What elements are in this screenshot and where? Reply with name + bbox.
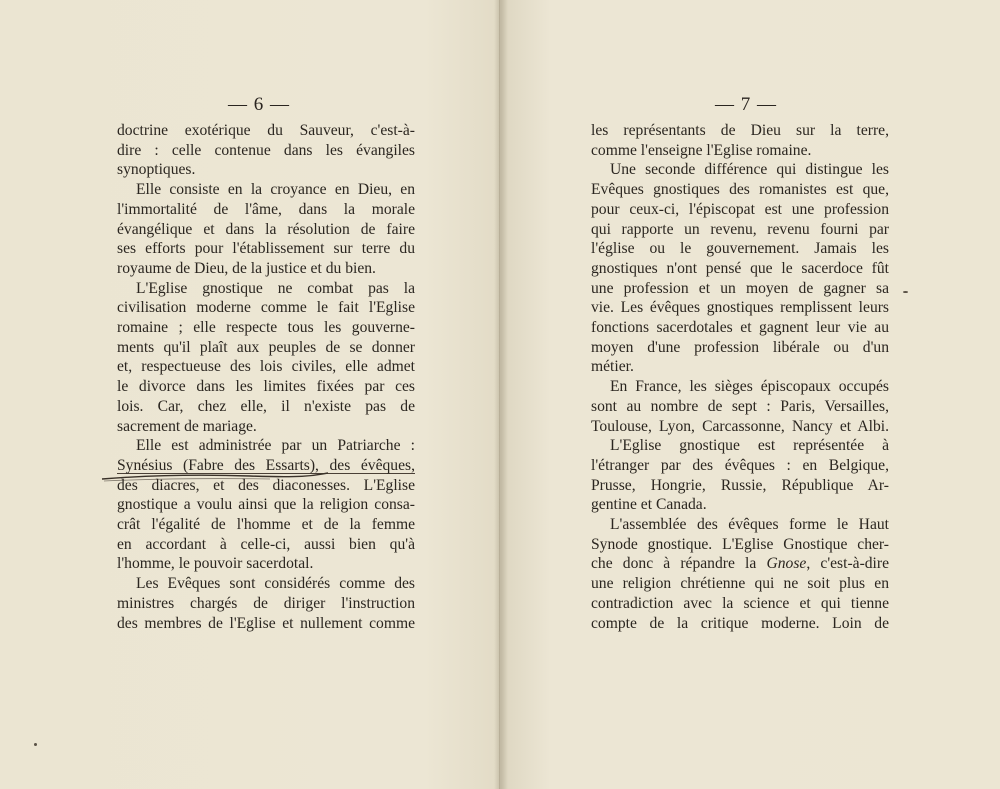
text-line: L'assemblée des évêques forme le Haut [610, 516, 889, 534]
text-line: ministres chargés de diriger l'instruction [117, 594, 415, 612]
text-line: l'étranger par des évêques : en Belgique, [591, 456, 889, 474]
text-line: compte de la critique moderne. Loin de [591, 614, 889, 632]
text-line: une profession et un moyen de gagner sa [591, 279, 889, 297]
text-line: Une seconde différence qui distingue les [610, 161, 889, 179]
text-line: L'Eglise gnostique est représentée à [610, 437, 889, 455]
text-line: romaine ; elle respecte tous les gouverne- [117, 319, 415, 337]
right-page-text [591, 121, 889, 633]
text-fragment: che donc à répandre la [591, 555, 757, 573]
text-line: Evêques gnostiques des romanistes est que, [591, 181, 889, 199]
text-line: vie. Les évêques gnostiques remplissent leurs [591, 299, 889, 317]
text-line: sacrement de mariage. [117, 417, 257, 435]
text-line: sont au nombre de sept : Paris, Versailles, [591, 397, 889, 415]
text-line: l'homme, le pouvoir sacerdotal. [117, 555, 314, 573]
right-page [501, 0, 1000, 789]
text-line: métier. [591, 358, 634, 376]
text-line: royaume de Dieu, de la justice et du bien. [117, 259, 376, 277]
text-line: civilisation moderne comme le fait l'Eglise [117, 299, 415, 317]
text-line: gnostiques n'ont pensé que le sacerdoce fût [591, 259, 889, 277]
text-line: les représentants de Dieu sur la terre, [591, 122, 889, 139]
text-line: évangélique et dans la résolution de faire [117, 220, 415, 238]
page-number-6: — 6 — [228, 94, 290, 115]
text-line: Prusse, Hongrie, Russie, République Ar- [591, 476, 889, 494]
text-line: crât l'égalité de l'homme et de la femme [117, 516, 415, 534]
text-line: Synode gnostique. L'Eglise Gnostique cher- [591, 535, 889, 553]
text-line: L'Eglise gnostique ne combat pas la [136, 279, 415, 297]
text-line: Les Evêques sont considérés comme des [136, 575, 415, 593]
text-line: l'église ou le gouvernement. Jamais les [591, 240, 889, 258]
text-line: synoptiques. [117, 161, 196, 179]
text-line: Elle consiste en la croyance en Dieu, en [136, 181, 415, 199]
text-line: le divorce dans les limites fixées par ces [117, 378, 415, 396]
text-line: qui rapporte un revenu, revenu fourni par [591, 220, 889, 238]
pencil-underline-mark [100, 470, 330, 484]
text-line-with-italic [591, 554, 889, 574]
text-line: et, respectueuse des lois civiles, elle admet [117, 358, 415, 376]
left-page-text [117, 121, 415, 633]
text-line: En France, les sièges épiscopaux occupés [610, 378, 889, 396]
page-number-7: — 7 — [715, 94, 777, 115]
text-line: des diacres, et des diaconesses. L'Eglise [117, 476, 415, 494]
text-line: Elle est administrée par un Patriarche : [136, 437, 415, 455]
italic-word-gnose: Gnose [766, 555, 807, 573]
text-line: dire : celle contenue dans les évangiles [117, 141, 415, 159]
paper-speck [34, 743, 37, 746]
text-line: moyen d'une profession libérale ou d'un [591, 338, 889, 356]
text-line: en accordant à celle-ci, aussi bien qu'à [117, 535, 415, 553]
book-gutter [494, 0, 508, 789]
paper-speck [903, 291, 908, 293]
text-line: une religion chrétienne qui ne soit plus en [591, 575, 889, 593]
text-line: lois. Car, chez elle, il n'existe pas de [117, 397, 415, 415]
text-line: gnostique a voulu ainsi que la religion consa- [117, 496, 415, 514]
text-fragment: , c'est-à-dire [806, 555, 890, 573]
text-line: gentine et Canada. [591, 496, 707, 514]
text-line: ments qu'il plaît aux peuples de se donner [117, 338, 415, 356]
text-line: doctrine exotérique du Sauveur, c'est-à- [117, 122, 415, 139]
text-line: des membres de l'Eglise et nullement comme [117, 614, 415, 632]
text-line: ses efforts pour l'établissement sur terre du [117, 240, 415, 258]
text-line: pour ceux-ci, l'épiscopat est une profession [591, 200, 889, 218]
underlined-text: Synésius (Fabre des Essarts), des évêques, [117, 456, 415, 474]
text-line: fonctions sacerdotales et gagnent leur vie au [591, 319, 889, 337]
text-line: comme l'enseigne l'Eglise romaine. [591, 141, 812, 159]
text-line: l'immortalité de l'âme, dans la morale [117, 200, 415, 218]
text-line: contradiction avec la science et qui tienne [591, 594, 889, 612]
text-line: Toulouse, Lyon, Carcassonne, Nancy et Albi. [591, 417, 889, 435]
